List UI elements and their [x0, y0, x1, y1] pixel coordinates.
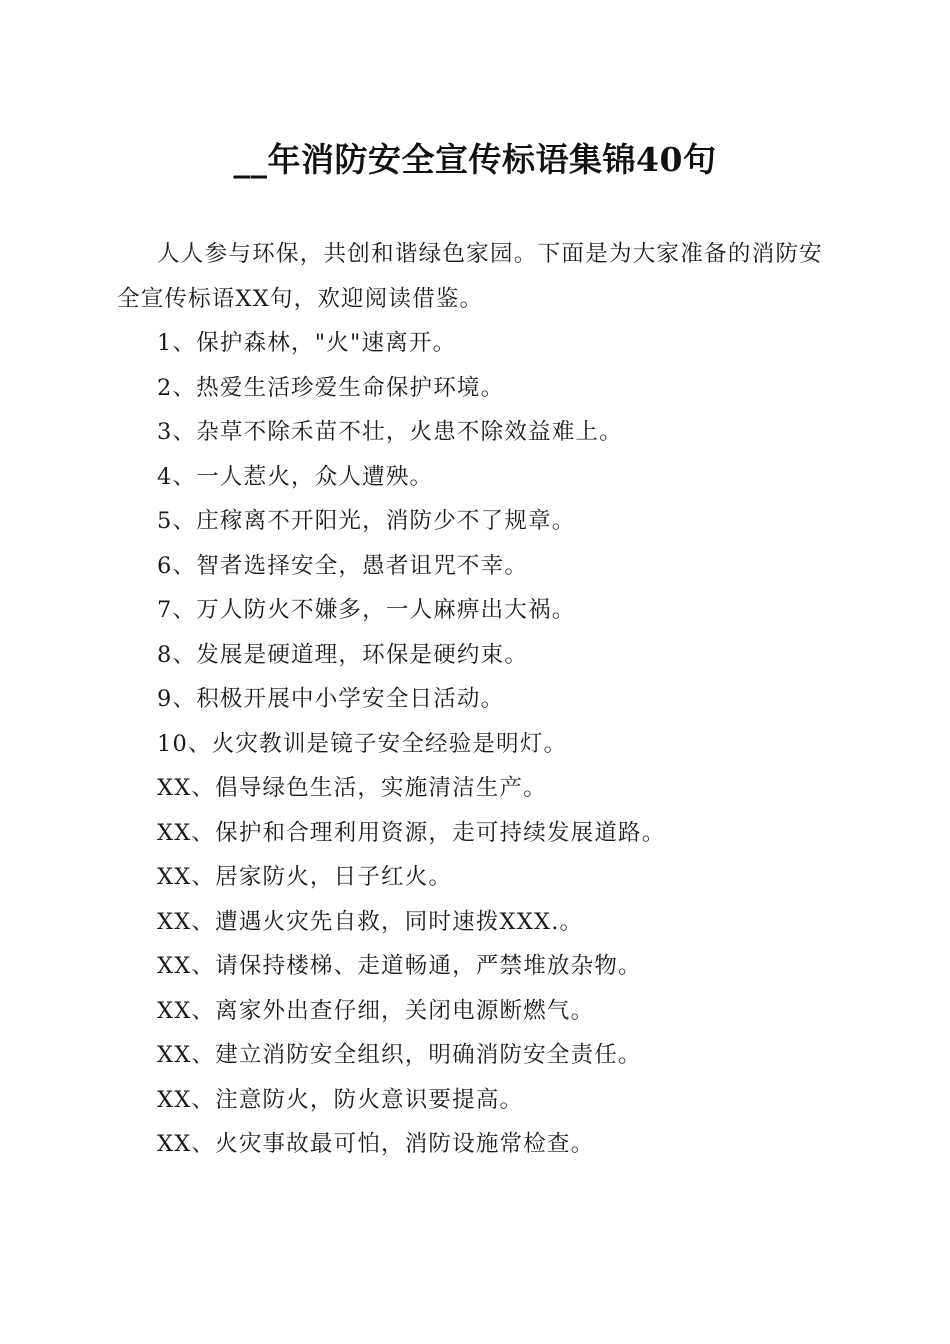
slogan-item: 5、庄稼离不开阳光，消防少不了规章。 — [157, 508, 576, 534]
slogan-item: 1、保护森林，"火"速离开。 — [157, 330, 457, 356]
slogan-item: XX、离家外出查仔细，关闭电源断燃气。 — [157, 997, 595, 1024]
slogan-item: 9、积极开展中小学安全日活动。 — [157, 686, 505, 712]
slogan-item: XX、倡导绿色生活，实施清洁生产。 — [157, 775, 547, 801]
slogan-item: XX、火灾事故最可怕，消防设施常检查。 — [157, 1131, 595, 1157]
slogan-item: XX、建立消防安全组织，明确消防安全责任。 — [157, 1042, 642, 1068]
slogan-item: 8、发展是硬道理，环保是硬约束。 — [157, 641, 529, 668]
slogan-item: 3、杂草不除禾苗不壮，火患不除效益难上。 — [157, 419, 623, 445]
slogan-list — [117, 321, 823, 1167]
slogan-item: 7、万人防火不嫌多，一人麻痹出大祸。 — [157, 597, 576, 623]
slogan-item: 2、热爱生活珍爱生命保护环境。 — [157, 374, 505, 401]
slogan-item: XX、遭遇火灾先自救，同时速拨XXX.。 — [157, 908, 584, 935]
document-body — [117, 232, 823, 1167]
slogan-item: XX、注意防火，防火意识要提高。 — [157, 1086, 524, 1113]
document-title: __年消防安全宣传标语集锦40句 — [233, 140, 717, 179]
slogan-item: 6、智者选择安全，愚者诅咒不幸。 — [157, 552, 529, 579]
slogan-item: XX、请保持楼梯、走道畅通，严禁堆放杂物。 — [157, 953, 642, 979]
slogan-item: XX、居家防火，日子红火。 — [157, 864, 453, 890]
slogan-item: XX、保护和合理利用资源，走可持续发展道路。 — [157, 819, 666, 846]
slogan-item: 10、火灾教训是镜子安全经验是明灯。 — [157, 730, 568, 757]
intro-paragraph: 人人参与环保，共创和谐绿色家园。下面是为大家准备的消防安全宣传标语XX句，欢迎阅读借鉴。 — [117, 241, 823, 312]
slogan-item: 4、一人惹火，众人遭殃。 — [157, 463, 434, 490]
